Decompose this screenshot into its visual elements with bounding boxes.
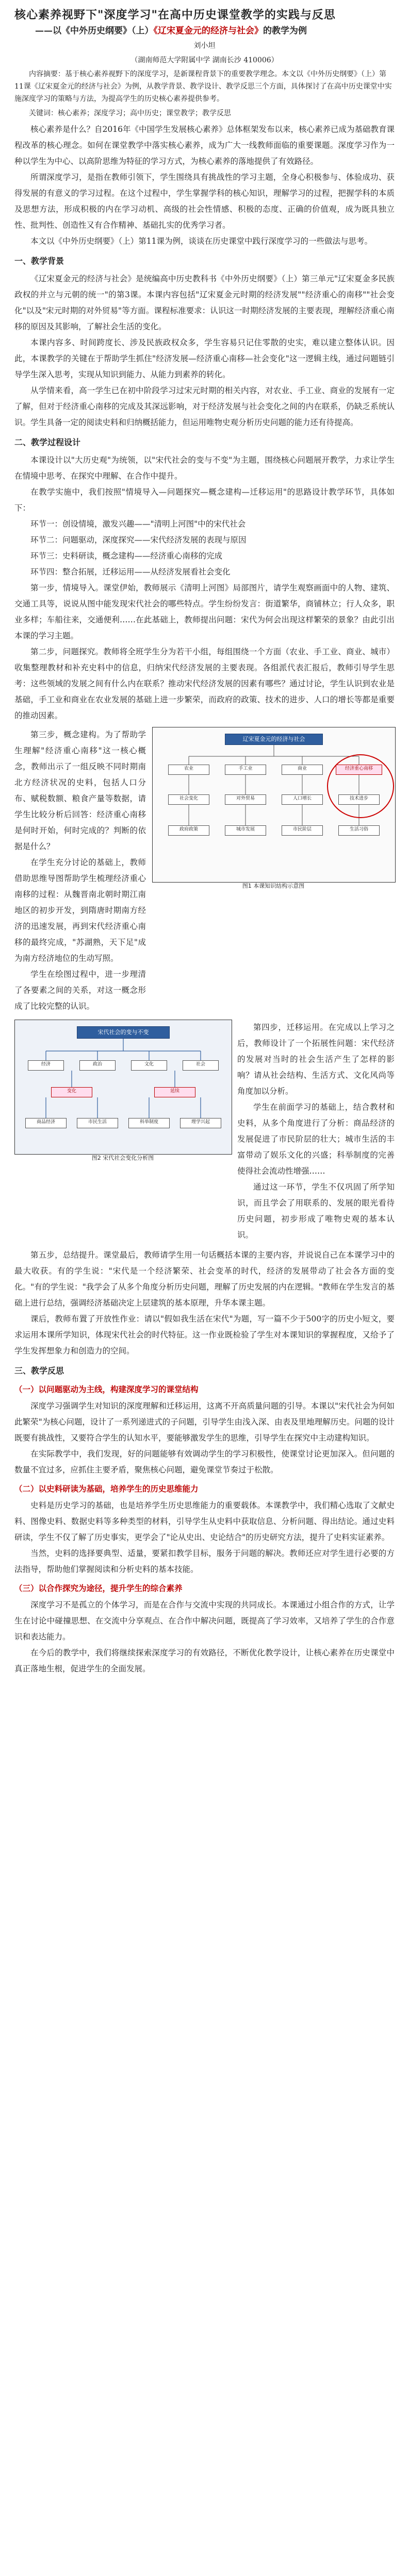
figure1-highlight-circle [327, 754, 394, 818]
figure2-title-node: 宋代社会的变与不变 [77, 1026, 170, 1039]
figure1-node: 农业 [168, 765, 209, 775]
figure1-node: 政府政策 [168, 825, 209, 836]
figure2-node: 经济 [28, 1060, 64, 1071]
intro-paragraph: 核心素养是什么？自2016年《中国学生发展核心素养》总体框架发布以来，核心素养已成为基础教育课程改革的核心理念。如何在课堂教学中落实核心素养，成为广大一线教师面临的重要课题。深度学习作为一种以学生为中心、以高阶思维为特征的学习方式，为核心素养的落地提供了有效路径。 [14, 125, 395, 166]
section-heading: 三、教学反思 [14, 1366, 64, 1376]
figure1-node: 人口增长 [282, 794, 323, 805]
figure1-node: 城市发展 [225, 825, 266, 836]
figure2-node: 政治 [79, 1060, 116, 1071]
section3-paragraph: 史料是历史学习的基础，也是培养学生历史思维能力的重要载体。本课教学中，我们精心选取了文献史料、图像史料、数据史料等多种类型的材料，引导学生从史料中获取信息、分析问题、得出结论。通过史料研读，学生不仅了解了历史事实，更学会了"论从史出、史论结合"的历史研究方法，提升了史料实证素养。 [14, 1501, 395, 1542]
section-heading: 一、教学背景 [14, 256, 64, 266]
article-title: 核心素养视野下"深度学习"在高中历史课堂教学的实践与反思 [14, 8, 336, 22]
figure1-caption: 图1 本课知识结构示意图 [242, 883, 305, 889]
figure2-node: 科举制度 [128, 1118, 170, 1128]
section3-paragraph: 在实际教学中，我们发现，好的问题能够有效调动学生的学习积极性，使课堂讨论更加深入。但问题的数量不宜过多，应抓住主要矛盾，聚焦核心问题，避免课堂节奏过于松散。 [14, 1449, 395, 1475]
figure1-node: 商业 [282, 765, 323, 775]
figure1-node: 经济重心南移 [336, 765, 382, 775]
figure2-connectors [15, 1020, 232, 1154]
figure1-side-text [14, 727, 146, 1014]
list-item: 环节三：史料研读，概念建构——经济重心南移的完成 [30, 551, 223, 561]
section3-paragraph: 当然，史料的选择要典型、适量，要紧扣教学目标，服务于问题的解决。教师还应对学生进行必要的方法指导，帮助他们掌握阅读和分析史料的基本技能。 [14, 1549, 395, 1574]
figure1-block [14, 727, 395, 1014]
section2b-paragraph: 在学生充分讨论的基础上，教师借助思维导图帮助学生梳理经济重心南移的过程：从魏晋南北朝时期江南地区的初步开发，到隋唐时期南方经济的迅速发展，再到宋代经济重心南移的最终完成，"苏湖熟，天下足"成为南方经济地位的生动写照。 [14, 858, 146, 963]
section2-paragraph: 第二步，问题探究。教师将全班学生分为若干小组，每组围绕一个方面（农业、手工业、商业、城市）收集整理教材和补充史料中的信息，归纳宋代经济发展的主要表现。各组派代表汇报后，教师引导学生思考：这些领域的发展之间有什么内在联系？推动宋代经济发展的因素有哪些？通过讨论，学生认识到农业是基础，手工业和商业在农业发展的基础上进一步繁荣，而政府的政策、技术的进步、人口的增长等都是重要的推动因素。 [14, 647, 395, 720]
article-subtitle [35, 25, 395, 37]
section2c-paragraph: 第四步，迁移运用。在完成以上学习之后，教师设计了一个拓展性问题：宋代经济的发展对当时的社会生活产生了怎样的影响？请从社会结构、生活方式、文化风尚等角度加以分析。 [237, 1023, 395, 1096]
figure1-node: 社会变化 [168, 794, 209, 805]
author-affiliation: （湖南师范大学附属中学 湖南长沙 410006） [130, 56, 279, 64]
list-item: 环节四：整合拓展，迁移运用——从经济发展看社会变化 [30, 567, 231, 577]
subtitle-prefix: ——以《中外历史纲要》（上） [35, 26, 154, 36]
subtitle-book: 《辽宋夏金元的经济与社会》 [153, 26, 263, 36]
subsection-heading: （一）以问题驱动为主线，构建深度学习的课堂结构 [14, 1384, 199, 1394]
figure1-node: 市民阶层 [282, 825, 323, 836]
section2-paragraph: 本课设计以"大历史观"为统领，以"宋代社会的变与不变"为主题，围绕核心问题展开教学，力求让学生在情境中思考、在探究中理解、在合作中提升。 [14, 455, 395, 481]
list-item: 环节二：问题驱动，深度探究——宋代经济发展的表现与原因 [30, 535, 247, 545]
figure1-title-node: 辽宋夏金元的经济与社会 [225, 734, 323, 745]
section2b-paragraph: 第三步，概念建构。为了帮助学生理解"经济重心南移"这一核心概念，教师出示了一组反映不同时期南北方经济状况的史料，包括人口分布、赋税数额、粮食产量等数据，请学生比较分析后回答：经济重心南移是何时开始，何时完成的？判断的依据是什么？ [14, 730, 146, 851]
section1-paragraph: 《辽宋夏金元的经济与社会》是统编高中历史教科书《中外历史纲要》（上）第三单元"辽宋夏金多民族政权的并立与元朝的统一"的第3课。本课内容包括"辽宋夏金元时期的经济发展""经济重心的南移""社会变化"以及"宋元时期的对外贸易"等方面。课程标准要求：认识这一时期经济发展的主要表现，理解经济重心南移的原因及其影响，了解社会生活的变化。 [14, 274, 395, 331]
subsection-heading: （三）以合作探究为途径，提升学生的综合素养 [14, 1583, 183, 1593]
section3-paragraph: 深度学习不是孤立的个体学习，而是在合作与交流中实现的共同成长。本课通过小组合作的方式，让学生在讨论中碰撞思想、在交流中分享观点、在合作中解决问题，既提高了学习效率，又培养了学生的合作意识和表达能力。 [14, 1600, 395, 1641]
section2c-paragraph: 学生在前面学习的基础上，结合教材和史料，从多个角度进行了分析：商品经济的发展促进了市民阶层的壮大；城市生活的丰富带动了娱乐文化的兴盛；科举制度的完善使得社会流动性增强…… [237, 1103, 395, 1176]
figure2-block [14, 1020, 395, 1243]
section2-paragraph: 第一步，情境导入。课堂伊始，教师展示《清明上河图》局部图片，请学生观察画面中的人物、建筑、交通工具等，说说从图中能发现宋代社会的哪些特点。学生纷纷发言：街道繁华，商铺林立；行人众多，职业多样；车船往来，交通便利……在此基础上，教师提出问题：宋代为何会出现这样繁荣的景象？由此引出本课的学习主题。 [14, 583, 395, 640]
intro-paragraph: 所谓深度学习，是指在教师引领下，学生围绕具有挑战性的学习主题，全身心积极参与、体验成功、获得发展的有意义的学习过程。在这个过程中，学生掌握学科的核心知识，理解学习的过程，把握学科的本质及思想方法，形成积极的内在学习动机、高级的社会性情感、积极的态度、正确的价值观，成为既具独立性、批判性、创造性又有合作精神、基础扎实的优秀学习者。 [14, 173, 395, 230]
section2d-paragraph: 课后，教师布置了开放性作业：请以"假如我生活在宋代"为题，写一篇不少于500字的历史小短文，要求运用本课所学知识，体现宋代社会的时代特征。这一作业既检验了学生对本课知识的掌握程度，又给予了学生发挥想象力和创造力的空间。 [14, 1314, 395, 1355]
figure1-diagram [152, 727, 396, 883]
section1-paragraph: 从学情来看，高一学生已在初中阶段学习过宋元时期的相关内容，对农业、手工业、商业的发展有一定了解，但对于经济重心南移的完成及其深远影响，对于经济发展与社会变化之间的内在联系，仍缺乏系统认识。学生具备一定的阅读史料和归纳概括能力，但运用唯物史观分析历史问题的能力还有待提高。 [14, 386, 395, 427]
intro-paragraph: 本文以《中外历史纲要》（上）第11课为例，谈谈在历史课堂中践行深度学习的一些做法与思考。 [30, 236, 372, 246]
figure2-node: 变化 [51, 1087, 92, 1097]
subtitle-suffix: 的教学为例 [263, 26, 307, 36]
figure2-node: 文化 [131, 1060, 167, 1071]
figure2-node: 延续 [154, 1087, 195, 1097]
section1-paragraph: 本课内容多、时间跨度长、涉及民族政权众多，学生容易只记住零散的史实，难以建立整体认识。因此，本课教学的关键在于帮助学生抓住"经济发展—经济重心南移—社会变化"这一逻辑主线，通过问题链引导学生深入思考，实现从知识到能力、从能力到素养的转化。 [14, 338, 395, 379]
figure2-node: 理学兴起 [180, 1118, 221, 1128]
figure2-node: 市民生活 [77, 1118, 118, 1128]
section3-paragraph: 在今后的教学中，我们将继续探索深度学习的有效路径，不断优化教学设计，让核心素养在历史课堂中真正落地生根，促进学生的全面发展。 [14, 1648, 395, 1673]
figure1-node: 生活习俗 [338, 825, 380, 836]
section2b-paragraph: 学生在绘图过程中，进一步理清了各要素之间的关系，对这一概念形成了比较完整的认识。 [14, 970, 146, 1011]
abstract: 内容摘要：基于核心素养视野下的深度学习，是新课程背景下的重要教学理念。本文以《中外历史纲要》（上）第11课《辽宋夏金元的经济与社会》为例，从教学背景、教学设计、教学反思三个方面，具体探讨了在高中历史课堂中实施深度学习的策略与方法，为提高学生的历史核心素养提供参考。 [14, 70, 392, 103]
figure2-wrapper [14, 1020, 231, 1162]
author-name: 刘小坦 [193, 42, 216, 50]
figure2-caption: 图2 宋代社会变化分析图 [91, 1155, 154, 1161]
section2-paragraph: 在教学实施中，我们按照"情境导入—问题探究—概念建构—迁移运用"的思路设计教学环节，具体如下： [14, 487, 395, 513]
figure1-node: 技术进步 [338, 794, 380, 805]
list-item: 环节一：创设情境，激发兴趣——"清明上河图"中的宋代社会 [30, 519, 246, 529]
figure2-node: 商品经济 [25, 1118, 67, 1128]
figure1-node: 对外贸易 [225, 794, 266, 805]
figure2-node: 社会 [183, 1060, 219, 1071]
keywords: 关键词：核心素养；深度学习；高中历史；课堂教学；教学反思 [29, 109, 231, 117]
section2c-paragraph: 通过这一环节，学生不仅巩固了所学知识，而且学会了用联系的、发展的眼光看待历史问题，初步形成了唯物史观的基本认识。 [237, 1182, 395, 1240]
figure1-wrapper [152, 727, 395, 890]
figure2-diagram [14, 1020, 232, 1155]
section3-paragraph: 深度学习强调学生对知识的深度理解和迁移运用，这离不开高质量问题的引导。本课以"宋代社会为何如此繁荣"为核心问题，设计了一系列递进式的子问题，引导学生由浅入深、由表及里地理解历史。问题的设计既要有挑战性，又要符合学生的认知水平，要能够激发学生的思维，引导学生在探究中主动建构知识。 [14, 1401, 395, 1443]
figure2-side-text [237, 1020, 395, 1243]
figure1-node: 手工业 [225, 765, 266, 775]
subsection-heading: （二）以史料研读为基础，培养学生的历史思维能力 [14, 1484, 199, 1494]
section-heading: 二、教学过程设计 [14, 437, 81, 447]
section2d-paragraph: 第五步，总结提升。课堂最后，教师请学生用一句话概括本课的主要内容，并说说自己在本课学习中的最大收获。有的学生说："宋代是一个经济繁荣、社会变革的时代，经济的发展带动了社会各方面的变化。"有的学生说："我学会了从多个角度分析历史问题，理解了历史发展的内在逻辑。"教师在学生发言的基础上进行总结，强调经济基础决定上层建筑的基本原理，升华本课主题。 [14, 1250, 395, 1308]
